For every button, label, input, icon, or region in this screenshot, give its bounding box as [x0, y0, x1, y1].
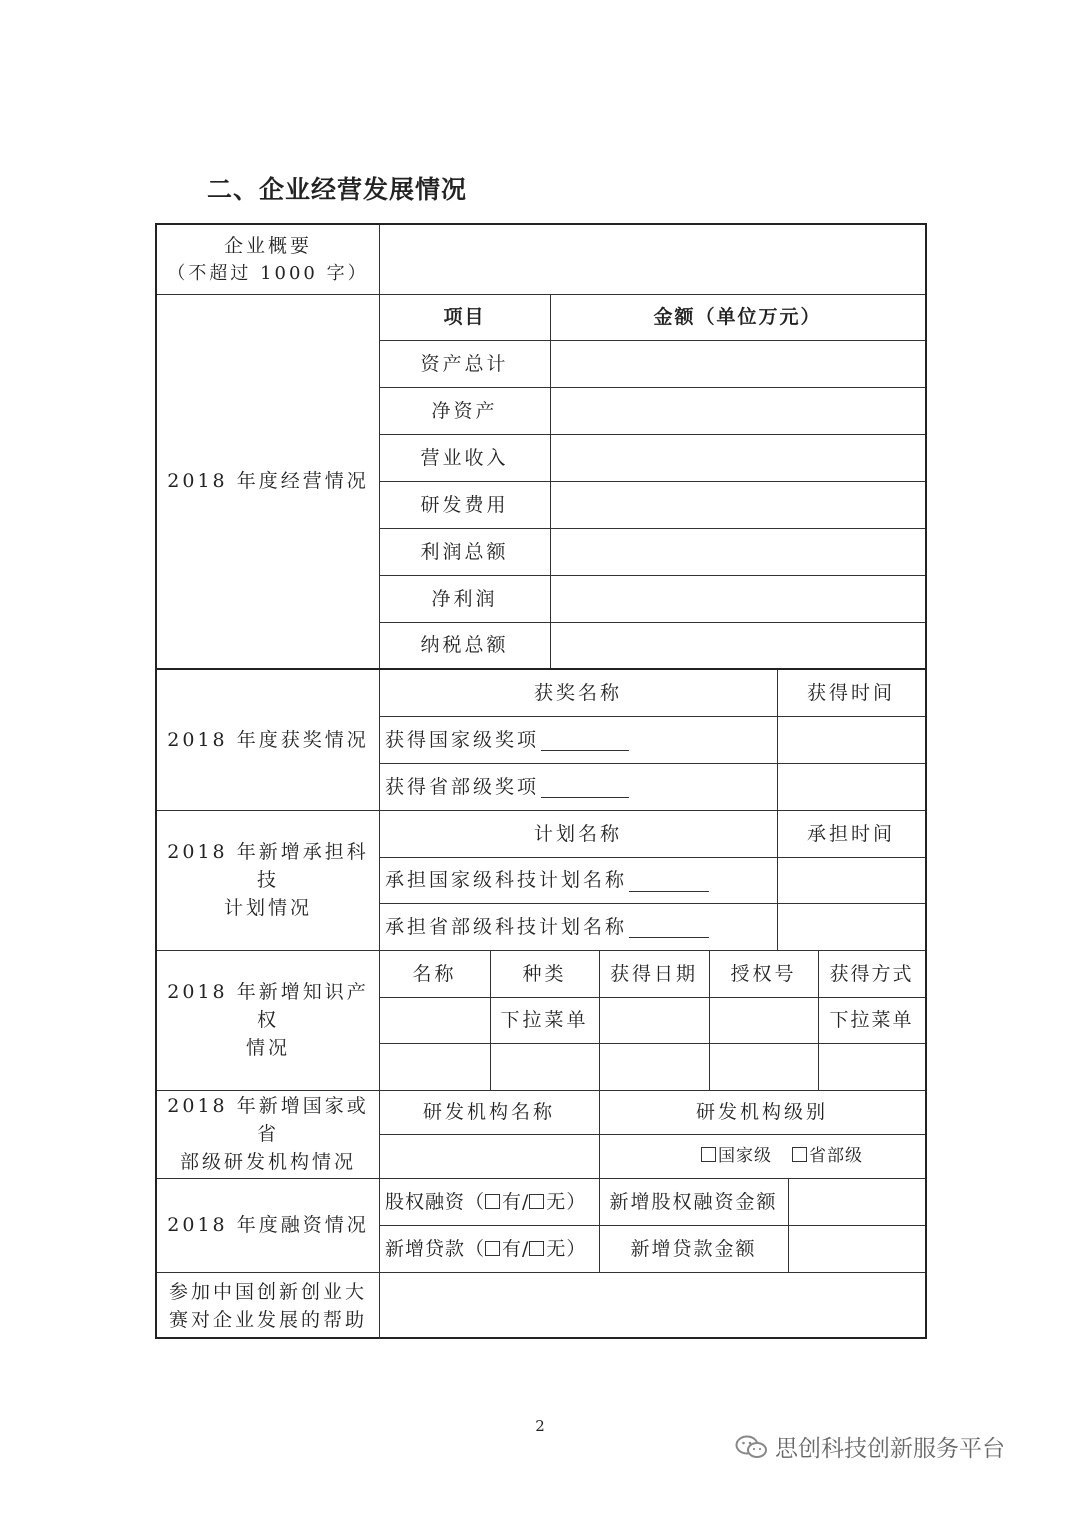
ip-name-input[interactable] — [379, 1043, 490, 1090]
awards-col-name: 获奖名称 — [533, 681, 622, 704]
underline-blank[interactable] — [541, 775, 629, 798]
ip-date-input[interactable] — [599, 997, 709, 1043]
ip-method-dropdown[interactable]: 下拉菜单 — [829, 1009, 914, 1031]
ip-type-input[interactable] — [490, 1043, 599, 1090]
loan-amount-input[interactable] — [788, 1225, 925, 1272]
finance-amount-input[interactable] — [550, 340, 925, 387]
rnd-level-options — [599, 1134, 925, 1178]
finance-col-amount: 金额（单位万元） — [653, 306, 822, 328]
awards-time-input[interactable] — [777, 716, 925, 763]
finance-amount-input[interactable] — [550, 387, 925, 434]
projects-provincial-input[interactable]: 承担省部级科技计划名称 — [379, 903, 777, 950]
ip-col-name: 名称 — [412, 962, 457, 985]
finance-amount-input[interactable] — [550, 528, 925, 575]
ip-method-input[interactable] — [818, 1043, 925, 1090]
ip-license-input[interactable] — [709, 997, 818, 1043]
awards-col-time: 获得时间 — [806, 681, 895, 704]
equity-financing-options: 股权融资（ 有/ 无） — [385, 1190, 587, 1213]
equity-amount-label: 新增股权融资金额 — [609, 1190, 778, 1213]
finance-row-label: 资产总计 — [420, 352, 509, 375]
equity-yes-checkbox[interactable] — [485, 1194, 500, 1209]
underline-blank[interactable] — [629, 869, 709, 892]
section-title: 二、企业经营发展情况 — [207, 175, 468, 204]
finance-col-item: 项目 — [443, 306, 486, 328]
ip-date-input[interactable] — [599, 1043, 709, 1090]
ip-label: 2018 年新增知识产权 情况 — [167, 981, 369, 1059]
loan-options: 新增贷款（ 有/ 无） — [385, 1237, 587, 1260]
awards-national-input[interactable]: 获得国家级奖项 — [379, 716, 777, 763]
finance-label: 2018 年度经营情况 — [167, 470, 369, 492]
equity-no-checkbox[interactable] — [529, 1194, 544, 1209]
ip-name-input[interactable] — [379, 997, 490, 1043]
ip-type-dropdown[interactable]: 下拉菜单 — [500, 1009, 589, 1031]
underline-blank[interactable] — [541, 728, 629, 751]
loan-yes-checkbox[interactable] — [485, 1241, 500, 1256]
financing-label: 2018 年度融资情况 — [167, 1214, 369, 1236]
projects-time-input[interactable] — [777, 857, 925, 903]
loan-no-checkbox[interactable] — [529, 1241, 544, 1256]
finance-row-label: 利润总额 — [420, 540, 509, 563]
finance-row-label: 净资产 — [431, 399, 498, 422]
rnd-national-checkbox[interactable]: 国家级 — [701, 1142, 772, 1170]
rnd-provincial-checkbox[interactable]: 省部级 — [792, 1142, 863, 1170]
overview-label: 企业概要 （不超过 1000 字） — [167, 234, 369, 284]
finance-amount-input[interactable] — [550, 575, 925, 622]
overview-input[interactable] — [379, 225, 925, 294]
contest-input[interactable] — [379, 1272, 925, 1339]
rnd-col-level: 研发机构级别 — [695, 1101, 828, 1123]
contest-label: 参加中国创新创业大 赛对企业发展的帮助 — [168, 1280, 367, 1331]
equity-amount-input[interactable] — [788, 1178, 925, 1225]
projects-col-time: 承担时间 — [806, 822, 895, 845]
finance-amount-input[interactable] — [550, 434, 925, 481]
awards-provincial-input[interactable]: 获得省部级奖项 — [379, 763, 777, 810]
awards-time-input[interactable] — [777, 763, 925, 810]
finance-amount-input[interactable] — [550, 481, 925, 528]
wechat-icon — [735, 1434, 769, 1460]
ip-col-method: 获得方式 — [829, 962, 914, 985]
projects-national-input[interactable]: 承担国家级科技计划名称 — [379, 857, 777, 903]
projects-col-name: 计划名称 — [533, 822, 622, 845]
finance-amount-input[interactable] — [550, 622, 925, 668]
rnd-name-input[interactable] — [379, 1134, 599, 1178]
ip-license-input[interactable] — [709, 1043, 818, 1090]
awards-label: 2018 年度获奖情况 — [167, 728, 369, 751]
enterprise-form-table — [155, 223, 927, 1339]
watermark: 思创科技创新服务平台 — [735, 1430, 1005, 1463]
loan-amount-label: 新增贷款金额 — [630, 1237, 757, 1260]
projects-label: 2018 年新增承担科技 计划情况 — [167, 841, 369, 919]
rnd-col-name: 研发机构名称 — [422, 1101, 555, 1123]
finance-row-label: 研发费用 — [420, 493, 509, 516]
finance-row-label: 净利润 — [431, 587, 498, 610]
projects-time-input[interactable] — [777, 903, 925, 950]
underline-blank[interactable] — [629, 915, 709, 938]
rnd-label: 2018 年新增国家或省 部级研发机构情况 — [167, 1095, 369, 1173]
page-number: 2 — [535, 1417, 545, 1435]
finance-row-label: 纳税总额 — [420, 634, 509, 656]
ip-col-license: 授权号 — [730, 962, 797, 985]
finance-row-label: 营业收入 — [420, 446, 509, 469]
ip-col-date: 获得日期 — [609, 962, 698, 985]
ip-col-type: 种类 — [522, 962, 567, 985]
